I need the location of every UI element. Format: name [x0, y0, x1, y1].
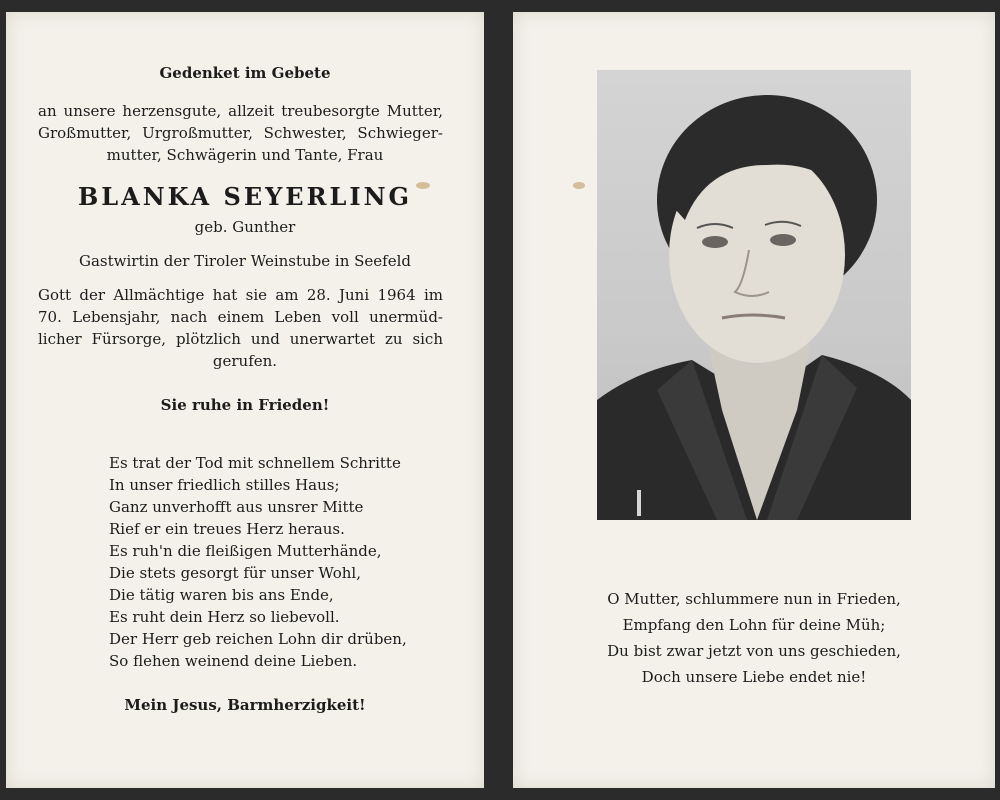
verse-line: Du bist zwar jetzt von uns geschieden,: [607, 642, 901, 660]
portrait-illustration: [597, 70, 911, 520]
occupation: Gastwirtin der Tiroler Weinstube in Seefeld: [79, 252, 411, 270]
portrait-photo: [597, 70, 911, 520]
death-line-1: Gott der Allmächtige hat sie am 28. Juni 1964 im: [38, 286, 443, 304]
heading: Gedenket im Gebete: [159, 64, 331, 82]
deceased-name: BLANKA SEYERLING: [77, 182, 413, 211]
poem-line: Die stets gesorgt für unser Wohl,: [109, 564, 361, 582]
poem-line: Ganz unverhofft aus unsrer Mitte: [109, 498, 364, 516]
poem-line: Es ruht dein Herz so liebevoll.: [109, 608, 340, 626]
poem-line: So flehen weinend deine Lieben.: [109, 652, 358, 670]
intro-line-1: an unsere herzensgute, allzeit treubesorgte Mutter,: [38, 102, 443, 120]
paper-stain: [416, 182, 430, 189]
poem-line: Rief er ein treues Herz heraus.: [109, 520, 345, 538]
intro-line-2: Großmutter, Urgroßmutter, Schwester, Schwieger-: [38, 124, 443, 142]
death-line-4: gerufen.: [212, 352, 278, 370]
death-line-3: licher Fürsorge, plötzlich und unerwartet zu sich: [38, 330, 443, 348]
closing-prayer: Mein Jesus, Barmherzigkeit!: [124, 696, 366, 714]
verse-line: O Mutter, schlummere nun in Frieden,: [607, 590, 901, 608]
intro-line-3: mutter, Schwägerin und Tante, Frau: [106, 146, 384, 164]
death-line-2: 70. Lebensjahr, nach einem Leben voll unermüd-: [38, 308, 443, 326]
paper-stain: [573, 182, 585, 189]
rest-phrase: Sie ruhe in Frieden!: [160, 396, 330, 414]
poem-line: In unser friedlich stilles Haus;: [109, 476, 340, 494]
left-card-text-panel: [6, 12, 484, 788]
right-card-portrait-panel: [513, 12, 995, 788]
poem-line: Es trat der Tod mit schnellem Schritte: [109, 454, 401, 472]
poem-line: Der Herr geb reichen Lohn dir drüben,: [109, 630, 407, 648]
verse-line: Doch unsere Liebe endet nie!: [641, 668, 867, 686]
maiden-name: geb. Gunther: [194, 218, 296, 236]
poem-line: Es ruh'n die fleißigen Mutterhände,: [109, 542, 382, 560]
verse-line: Empfang den Lohn für deine Müh;: [622, 616, 886, 634]
poem-line: Die tätig waren bis ans Ende,: [109, 586, 334, 604]
